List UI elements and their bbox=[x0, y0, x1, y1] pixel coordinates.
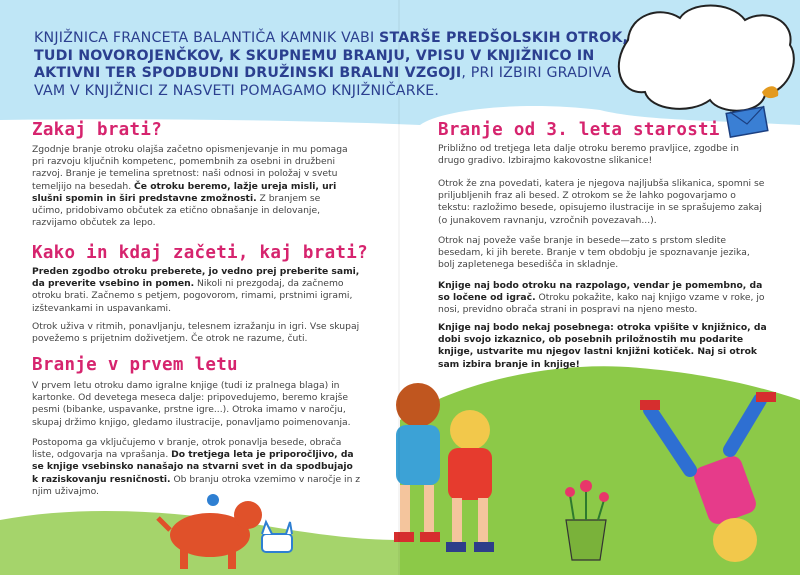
paragraph-knjige-posebnega: Knjige naj bodo nekaj posebnega: otroka vpišite v knjižnico, da dobi svojo izkaznico, ob posebnih priložnostih mu podarite knjige, ustvarite mu njegov lastni knjižni kotiček. Naj si otrok sam izbira branje in knjige! bbox=[438, 322, 767, 370]
paragraph-zakaj-brati bbox=[32, 144, 350, 229]
intro-text bbox=[34, 30, 634, 100]
intro-part1: KNJIŽNICA FRANCETA BALANTIČA KAMNIK VABI bbox=[34, 30, 380, 46]
blue-creature-illustration bbox=[262, 522, 292, 552]
text: Z branjem se učimo, pridobivamo občutek za etično obnašanje in delovanje, razvijamo občutek za lepo. bbox=[32, 192, 321, 229]
bold-text: Do tretjega leta je priporočljivo, da se knjige vsebinsko nanašajo na stvarni svet in da spodbujajo k raziskovanju resničnosti. bbox=[32, 449, 354, 485]
paragraph-otrok-naj-poveze: Otrok naj poveže vaše branje in besede—zato s prstom sledite besedam, ki jih berete. Branje v tem obdobju je spoznavanje jezika, bolj zapletenega besedišča in skladnje. bbox=[438, 235, 750, 271]
heading-kako-in-kdaj: Kako in kdaj začeti, kaj brati? bbox=[32, 243, 368, 263]
intro-part2: , PRI IZBIRI GRADIVA VAM V KNJIŽNICI Z NASVETI POMAGAMO KNJIŽNIČARKE. bbox=[34, 65, 612, 99]
paragraph-otrok-uziva: Otrok uživa v ritmih, ponavljanju, telesnem izražanju in igri. Vse skupaj povežemo s prijetnim doživetjem. Če otrok ne razume, čuti. bbox=[32, 321, 360, 345]
text: Ob branju otroka vzemimo v naročje in z njim uživajmo. bbox=[32, 473, 361, 497]
paragraph-postopoma bbox=[32, 437, 362, 498]
heading-branje-od-3-leta: Branje od 3. leta starosti bbox=[438, 120, 720, 140]
intro-bold: STARŠE PREDŠOLSKIH OTROK, TUDI NOVOROJENČKOV, K SKUPNEMU BRANJU, VPISU V KNJIŽNICO IN AKTIVNI TER SPODBUDNI DRUŽINSKI BRALNI VZGOJI bbox=[34, 30, 629, 82]
text: Otroku pokažite, kako naj knjigo vzame v roke, jo nosi, previdno obrača strani in pospravi na njeno mesto. bbox=[438, 292, 765, 316]
paragraph-prvo-leto: V prvem letu otroku damo igralne knjige (tudi iz pralnega blaga) in kartonke. Od devetega meseca dalje: pripovedujemo, beremo krajše pesmi (bibanke, uspavanke, prstne igre...). Otroka imamo v naročju, skupaj držimo knjigo, gledamo ilustracije, ponavljamo poimenovanja. bbox=[32, 380, 351, 428]
bold-text: Knjige naj bodo otroku na razpolago, vendar je pomembno, da so ločene od igrač. bbox=[438, 280, 763, 304]
heading-zakaj-brati: Zakaj brati? bbox=[32, 120, 163, 140]
text: Zgodnje branje otroku olajša začetno opismenjevanje in mu pomaga pri razvoju ključnih kompetenc, pomembnih za osebni in družbeni razvoj. Branje je temelina spretnost: naši odnosi in položaj v svetu temeljijo na besedah. bbox=[32, 144, 348, 192]
paragraph-knjige-razpolago bbox=[438, 280, 768, 317]
text: Postopoma ga vključujemo v branje, otrok ponavlja besede, obrača liste, odgovarja na vprašanja. bbox=[32, 437, 342, 461]
bold-text: Če otroku beremo, lažje ureja misli, uri slušni spomin in širi predstavne zmožnosti. bbox=[32, 180, 337, 204]
bold-text: Preden zgodbo otroku preberete, jo vedno prej preberite sami, da preverite vsebino in pomen. bbox=[32, 266, 360, 290]
paragraph-od-3-leta: Približno od tretjega leta dalje otroku beremo pravljice, zgodbe in drugo gradivo. Izbirajmo kakovostne slikanice! bbox=[438, 143, 739, 167]
text: Nikoli ni prezgodaj, da začnemo otroku brati. Začnemo s petjem, pogovorom, rimami, prstnimi igrami, izštevankami in uspavankami. bbox=[32, 278, 353, 314]
heading-branje-v-prvem-letu: Branje v prvem letu bbox=[32, 355, 238, 375]
paragraph-kako-in-kdaj bbox=[32, 266, 362, 315]
paragraph-otrok-ze-zna: Otrok že zna povedati, katera je njegova najljubša slikanica, spomni se priljubljenih fraz ali besed. Z otrokom se že lahko pogovarjamo o tekstu: razložimo besede, opisujemo ilustracije in se sprašujemo zakaj (o junakovem ravnanju, vzročnih povezavah...). bbox=[438, 178, 765, 226]
